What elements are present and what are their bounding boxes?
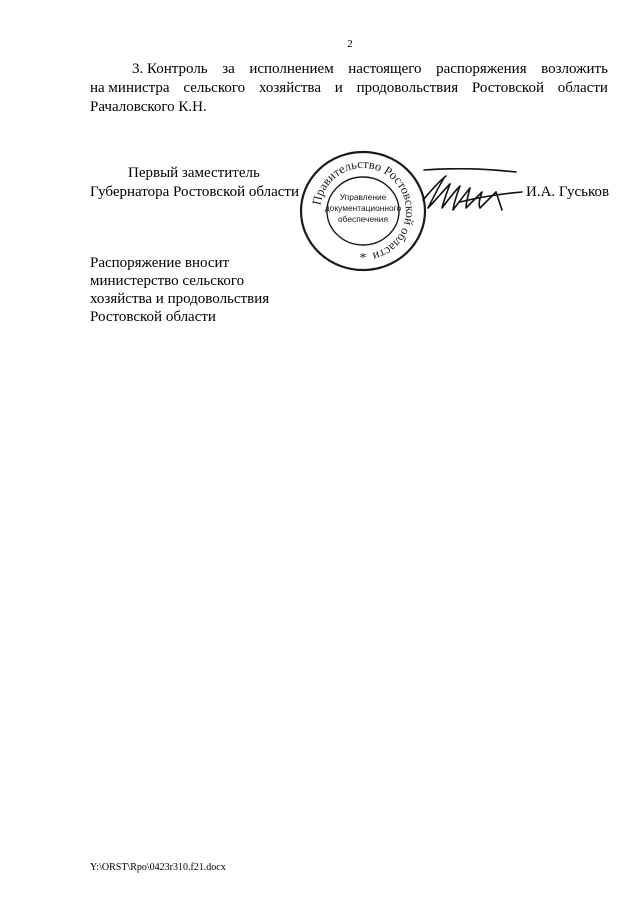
word: Рачаловского К.Н. [90, 99, 207, 115]
word: на министра [90, 80, 170, 96]
seal-center-line-2: документационного [324, 203, 402, 213]
introduced-by-line-1: Распоряжение вносит [90, 255, 230, 271]
signer-title-line-1: Первый заместитель [128, 165, 260, 181]
word: распоряжения [436, 61, 527, 77]
seal-star: * [359, 251, 367, 266]
introduced-by-line-2: министерство сельского [90, 273, 245, 289]
introduced-by-block [90, 254, 269, 326]
word: возложить [541, 61, 608, 77]
signer-name: И.А. Гуськов [526, 184, 610, 200]
introduced-by-line-3: хозяйства и продовольствия [90, 291, 270, 307]
file-path: Y:\ORST\Rpo\0423r310.f21.docx [90, 862, 226, 873]
page-number: 2 [347, 38, 353, 50]
word: сельского [183, 80, 246, 96]
seal-center-line-1: Управление [339, 192, 387, 202]
word: и [334, 80, 343, 96]
word: за [222, 61, 235, 77]
word: исполнением [249, 61, 334, 77]
word: хозяйства [258, 80, 321, 96]
signer-title-line-2: Губернатора Ростовской области [90, 184, 300, 200]
word: области [557, 80, 608, 96]
seal-center-line-3: обеспечения [338, 214, 388, 224]
handwritten-signature [420, 168, 524, 224]
word: продовольствия [356, 80, 459, 96]
word: 3. Контроль [132, 61, 208, 77]
paragraph-line-2 [90, 79, 608, 98]
introduced-by-line-4: Ростовской области [90, 309, 216, 325]
official-seal [298, 150, 428, 272]
word: настоящего [348, 61, 422, 77]
seal-ring-textpath: Правительство Ростовской области [309, 156, 418, 264]
control-paragraph [90, 60, 608, 117]
paragraph-line-3 [90, 98, 608, 117]
paragraph-line-1 [90, 60, 608, 79]
word: Ростовской [471, 80, 544, 96]
signer-title [90, 164, 299, 202]
